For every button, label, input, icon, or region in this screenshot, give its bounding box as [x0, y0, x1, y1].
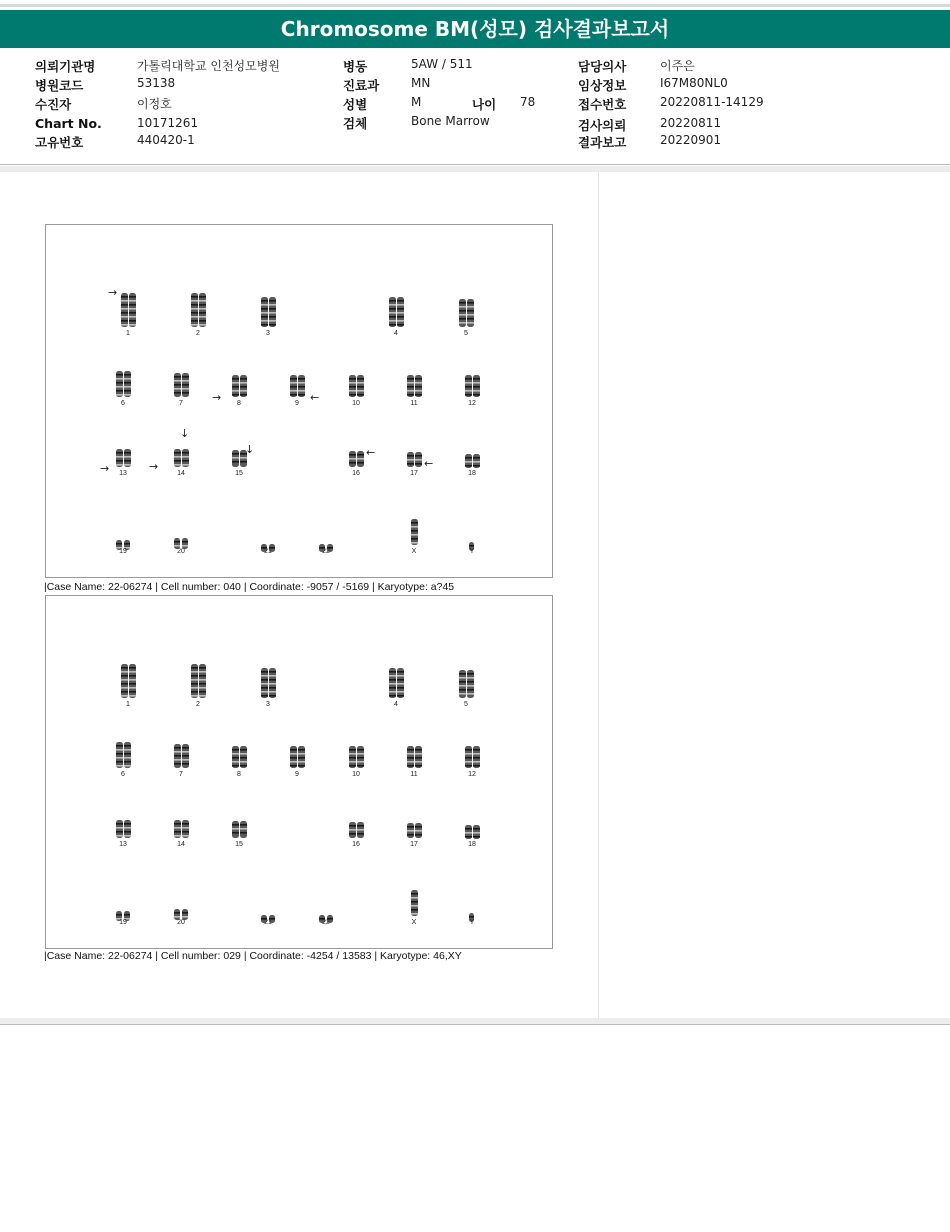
label-sex: 성별: [343, 97, 368, 112]
value-clinical-info: I67M80NL0: [660, 76, 728, 90]
chromosome-glyph: [169, 373, 193, 397]
chromosome-label-22: 22: [322, 919, 330, 926]
footer-divider: [0, 1024, 950, 1025]
chromosome-label-1: 1: [126, 701, 130, 708]
chromosome-pair-6: [111, 742, 135, 772]
chromosome-pair-9: [285, 375, 309, 401]
chromosome-label-12: 12: [468, 771, 476, 778]
chromosome-glyph: [186, 664, 210, 698]
value-physician: 이주은: [660, 59, 695, 73]
chromosome-label-14: 14: [177, 470, 185, 477]
chromosome-glyph: [402, 375, 426, 397]
chromosome-glyph: [344, 375, 368, 397]
chromosome-glyph: [285, 746, 309, 768]
value-chart-no: 10171261: [137, 116, 199, 130]
label-report-date: 결과보고: [578, 135, 627, 150]
label-chart-no: Chart No.: [35, 116, 102, 131]
chromosome-label-21: 21: [264, 548, 272, 555]
label-hospital-code: 병원코드: [35, 78, 84, 93]
label-clinical-info: 임상정보: [578, 78, 627, 93]
chromosome-pair-X: [402, 890, 426, 920]
chromosome-label-16: 16: [352, 470, 360, 477]
abnormality-arrow-icon: →: [108, 286, 118, 299]
value-sex: M: [411, 95, 422, 109]
chromosome-pair-3: [256, 297, 280, 331]
chromosome-label-17: 17: [410, 841, 418, 848]
value-patient: 이정호: [137, 97, 172, 111]
chromosome-pair-11: [402, 746, 426, 772]
value-ward: 5AW / 511: [411, 57, 473, 71]
chromosome-pair-7: [169, 373, 193, 401]
chromosome-pair-16: [344, 451, 368, 471]
abnormality-arrow-icon: →: [100, 462, 110, 475]
chromosome-pair-4: [384, 297, 408, 331]
chromosome-glyph: [402, 823, 426, 838]
chromosome-label-12: 12: [468, 400, 476, 407]
label-specimen: 검체: [343, 116, 368, 131]
chromosome-label-15: 15: [235, 470, 243, 477]
abnormality-arrow-icon: ←: [310, 391, 320, 404]
chromosome-label-13: 13: [119, 470, 127, 477]
header-divider: [0, 164, 950, 165]
chromosome-glyph: [402, 890, 426, 916]
chromosome-glyph: [227, 821, 251, 838]
chromosome-label-4: 4: [394, 330, 398, 337]
chromosome-label-11: 11: [410, 771, 418, 778]
chromosome-pair-8: [227, 375, 251, 401]
chromosome-pair-14: [169, 820, 193, 842]
chromosome-label-19: 19: [119, 548, 127, 555]
chromosome-glyph: [111, 742, 135, 768]
chromosome-glyph: [169, 744, 193, 768]
chromosome-glyph: [256, 297, 280, 327]
chromosome-glyph: [460, 825, 484, 839]
chromosome-glyph: [227, 746, 251, 768]
chromosome-label-14: 14: [177, 841, 185, 848]
chromosome-pair-13: [111, 449, 135, 471]
chromosome-glyph: [402, 452, 426, 467]
chromosome-label-16: 16: [352, 841, 360, 848]
chromosome-glyph: [454, 299, 478, 327]
chromosome-label-18: 18: [468, 470, 476, 477]
chromosome-label-4: 4: [394, 701, 398, 708]
chromosome-label-6: 6: [121, 771, 125, 778]
chromosome-pair-9: [285, 746, 309, 772]
chromosome-label-18: 18: [468, 841, 476, 848]
chromosome-pair-15: [227, 821, 251, 842]
chromosome-glyph: [460, 454, 484, 468]
chromosome-label-6: 6: [121, 400, 125, 407]
label-request-date: 검사의뢰: [578, 118, 627, 133]
chromosome-pair-11: [402, 375, 426, 401]
chromosome-pair-3: [256, 668, 280, 702]
chromosome-pair-8: [227, 746, 251, 772]
chromosome-glyph: [111, 820, 135, 838]
chromosome-glyph: [169, 449, 193, 467]
chromosome-label-13: 13: [119, 841, 127, 848]
chromosome-pair-13: [111, 820, 135, 842]
value-department: MN: [411, 76, 431, 90]
value-age: 78: [520, 95, 536, 109]
label-receipt-no: 접수번호: [578, 97, 627, 112]
abnormality-arrow-icon: ←: [424, 457, 434, 470]
chromosome-glyph: [116, 293, 140, 327]
chromosome-pair-1: [116, 293, 140, 331]
value-report-date: 20220901: [660, 133, 722, 147]
abnormality-arrow-icon: →: [212, 391, 222, 404]
chromosome-label-8: 8: [237, 771, 241, 778]
chromosome-pair-17: [402, 452, 426, 471]
chromosome-pair-1: [116, 664, 140, 702]
chromosome-label-Y: Y: [469, 919, 475, 926]
chromosome-label-9: 9: [295, 400, 299, 407]
chromosome-glyph: [344, 746, 368, 768]
abnormality-arrow-icon: →: [149, 460, 159, 473]
abnormality-arrow-icon: ↓: [180, 427, 190, 440]
chromosome-glyph: [384, 297, 408, 327]
value-receipt-no: 20220811-14129: [660, 95, 764, 109]
chromosome-label-17: 17: [410, 470, 418, 477]
karyogram-caption-1: |Case Name: 22-06274 | Cell number: 040 | Coordinate: -9057 / -5169 | Karyotype: a?45: [44, 581, 455, 593]
value-hospital-code: 53138: [137, 76, 176, 90]
chromosome-glyph: [460, 746, 484, 768]
label-physician: 담당의사: [578, 59, 627, 74]
chromosome-label-20: 20: [177, 548, 185, 555]
chromosome-pair-6: [111, 371, 135, 401]
value-specimen: Bone Marrow: [411, 114, 490, 128]
chromosome-glyph: [169, 820, 193, 838]
chromosome-label-2: 2: [196, 330, 200, 337]
value-institution: 가톨릭대학교 인천성모병원: [137, 59, 280, 73]
chromosome-pair-2: [186, 664, 210, 702]
chromosome-label-5: 5: [464, 330, 468, 337]
label-institution: 의뢰기관명: [35, 59, 96, 74]
chromosome-pair-10: [344, 375, 368, 401]
chromosome-label-20: 20: [177, 919, 185, 926]
chromosome-pair-10: [344, 746, 368, 772]
chromosome-label-8: 8: [237, 400, 241, 407]
report-title: Chromosome BM(성모) 검사결과보고서: [0, 10, 950, 48]
chromosome-pair-14: [169, 449, 193, 471]
chromosome-label-9: 9: [295, 771, 299, 778]
chromosome-label-3: 3: [266, 330, 270, 337]
chromosome-label-Y: Y: [469, 548, 475, 555]
chromosome-pair-7: [169, 744, 193, 772]
chromosome-label-5: 5: [464, 701, 468, 708]
chromosome-label-1: 1: [126, 330, 130, 337]
chromosome-label-19: 19: [119, 919, 127, 926]
chromosome-pair-5: [454, 299, 478, 331]
chromosome-pair-2: [186, 293, 210, 331]
chromosome-pair-X: [402, 519, 426, 549]
chromosome-label-7: 7: [179, 771, 183, 778]
chromosome-glyph: [384, 668, 408, 698]
chromosome-glyph: [111, 449, 135, 467]
abnormality-arrow-icon: ←: [366, 446, 376, 459]
chromosome-pair-12: [460, 746, 484, 772]
chromosome-glyph: [285, 375, 309, 397]
value-unique-no: 440420-1: [137, 133, 195, 147]
label-patient: 수진자: [35, 97, 72, 112]
chromosome-glyph: [402, 746, 426, 768]
label-department: 진료과: [343, 78, 380, 93]
abnormality-arrow-icon: ↓: [245, 443, 255, 456]
chromosome-glyph: [111, 371, 135, 397]
chromosome-glyph: [344, 822, 368, 838]
chromosome-glyph: [186, 293, 210, 327]
chromosome-label-22: 22: [322, 548, 330, 555]
chromosome-label-11: 11: [410, 400, 418, 407]
top-rule: [0, 4, 950, 7]
chromosome-label-10: 10: [352, 771, 360, 778]
chromosome-label-X: X: [411, 919, 417, 926]
label-age: 나이: [472, 97, 497, 112]
chromosome-glyph: [402, 519, 426, 545]
chromosome-pair-17: [402, 823, 426, 842]
karyogram-image-1: [45, 224, 553, 578]
chromosome-label-7: 7: [179, 400, 183, 407]
value-request-date: 20220811: [660, 116, 722, 130]
chromosome-label-3: 3: [266, 701, 270, 708]
chromosome-glyph: [460, 375, 484, 397]
chromosome-glyph: [344, 451, 368, 467]
karyogram-image-2: [45, 595, 553, 949]
label-ward: 병동: [343, 59, 368, 74]
chromosome-label-21: 21: [264, 919, 272, 926]
chromosome-pair-4: [384, 668, 408, 702]
karyogram-caption-2: |Case Name: 22-06274 | Cell number: 029 | Coordinate: -4254 / 13583 | Karyotype: 46,XY: [44, 950, 462, 962]
chromosome-label-X: X: [411, 548, 417, 555]
chromosome-label-2: 2: [196, 701, 200, 708]
chromosome-label-10: 10: [352, 400, 360, 407]
chromosome-glyph: [116, 664, 140, 698]
chromosome-pair-12: [460, 375, 484, 401]
chromosome-glyph: [227, 375, 251, 397]
chromosome-pair-5: [454, 670, 478, 702]
chromosome-glyph: [256, 668, 280, 698]
chromosome-pair-16: [344, 822, 368, 842]
chromosome-label-15: 15: [235, 841, 243, 848]
chromosome-glyph: [454, 670, 478, 698]
label-unique-no: 고유번호: [35, 135, 84, 150]
